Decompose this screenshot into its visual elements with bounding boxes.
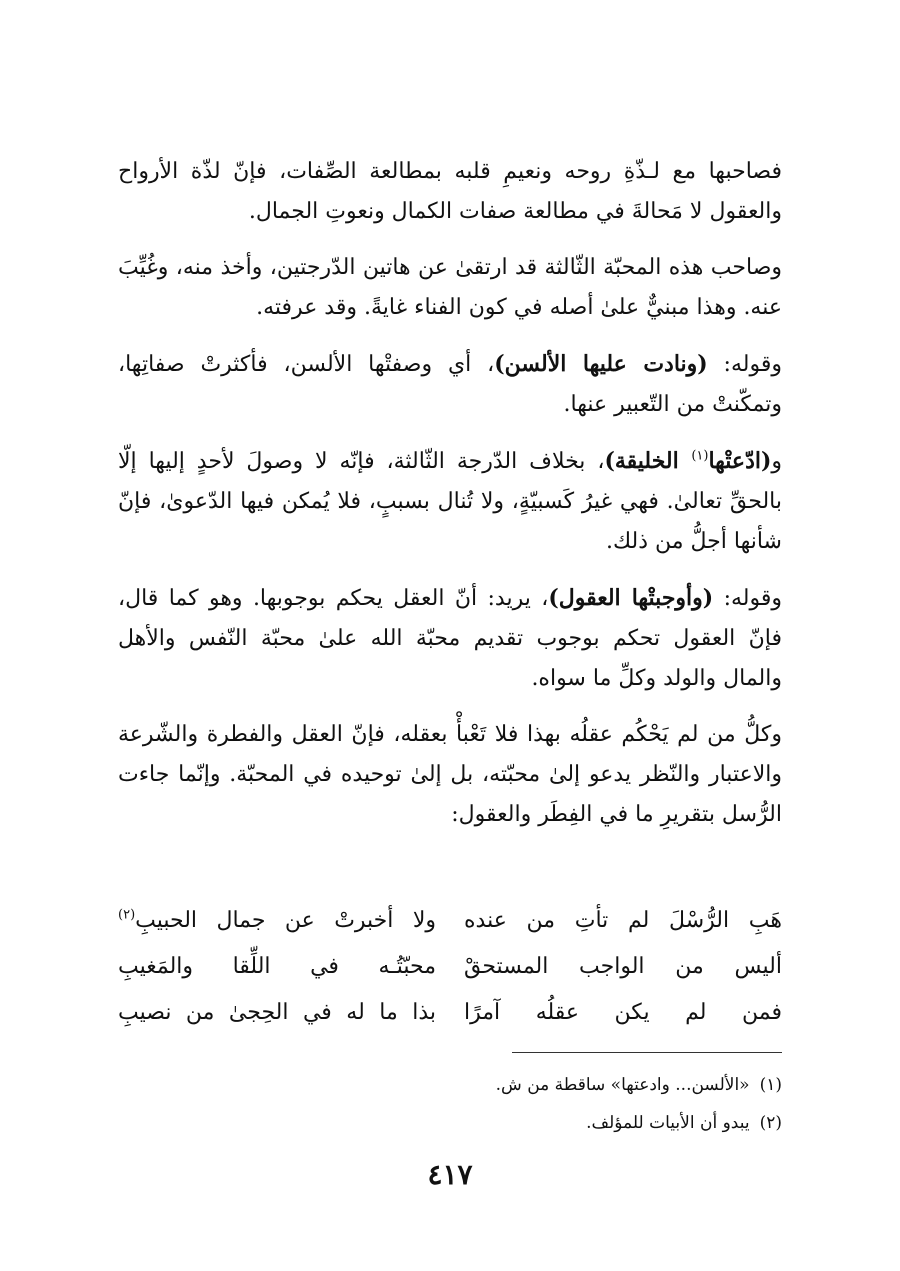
page-number: ٤١٧ <box>427 1158 473 1191</box>
paragraph-5-rest: ، يريد: أنّ العقل يحكم بوجوبها. وهو كما قال، فإنّ العقول تحكم بوجوب تقديم محبّة الله علىٰ محبّة النّفس والأهل والمال والولد وكلِّ ما سواه. <box>118 586 782 691</box>
paragraph-4-lead: و <box>771 449 783 474</box>
quoted-phrase-iddaatha: (ادّعتْها <box>708 448 772 474</box>
verse-second-hemistich: محبّتُـه في اللِّقا والمَغيبِ <box>118 954 436 979</box>
footnote <box>118 1066 782 1104</box>
verse-second-text: ولا أخبرتْ عن جمال الحبيبِ <box>135 908 436 933</box>
poem-verse <box>118 990 782 1036</box>
verse-first-hemistich: أليس من الواجب المستحقْ <box>464 954 782 979</box>
poem-verse <box>118 898 782 944</box>
verse-second-hemistich <box>118 898 436 944</box>
quoted-phrase-khaliqa: الخليقة) <box>604 448 692 474</box>
paragraph-3-rest: ، أي وصفتْها الألسن، فأكثرتْ صفاتِها، وتمكّنتْ من التّعبير عنها. <box>118 352 782 417</box>
poem <box>118 898 782 1036</box>
quoted-phrase-aql: (وأوجبتْها العقول) <box>548 585 714 611</box>
footnote <box>118 1104 782 1142</box>
verse-first-hemistich: هَبِ الرُّسْلَ لم تأتِ من عنده <box>464 908 782 933</box>
footnote-separator <box>512 1052 782 1053</box>
footnotes <box>118 1066 782 1142</box>
paragraph-4-rest: ، بخلاف الدّرجة الثّالثة، فإنّه لا وصولَ لأحدٍ إليها إلّا بالحقِّ تعالىٰ. فهي غيرُ كَسبيّةٍ، ولا تُنال بسببٍ، فلا يُمكن فيها الدّعوىٰ، فإنّ شأنها أجلُّ من ذلك. <box>118 449 782 554</box>
paragraph-6: وكلُّ من لم يَحْكُم عقلُه بهذا فلا تَعْبأْ بعقله، فإنّ العقل والفطرة والشّرعة والاعتبار والنّظر يدعو إلىٰ محبّته، بل إلىٰ توحيده في المحبّة. وإنّما جاءت الرُّسل بتقريرِ ما في الفِطَر والعقول: <box>118 722 782 827</box>
paragraph-3 <box>118 344 782 425</box>
footnote-text: «الألسن... وادعتها» ساقطة من ش. <box>495 1075 750 1095</box>
paragraph-5-lead: وقوله: <box>713 586 782 611</box>
quoted-phrase-alsun: (ونادت عليها الألسن) <box>494 351 708 377</box>
verse-second-hemistich: بذا ما له في الحِجىٰ من نصيبِ <box>118 1000 436 1025</box>
footnote-number: (٢) <box>759 1113 782 1133</box>
footnote-text: يبدو أن الأبيات للمؤلف. <box>586 1113 750 1133</box>
poem-verse <box>118 944 782 990</box>
paragraph-1: فصاحبها مع لـذّةِ روحه ونعيمِ قلبه بمطالعة الصِّفات، فإنّ لذّة الأرواح والعقول لا مَحالةَ في مطالعة صفات الكمال ونعوتِ الجمال. <box>118 159 782 224</box>
verse-first-hemistich: فمن لم يكن عقلُه آمرًا <box>464 1000 782 1025</box>
main-text <box>118 152 782 835</box>
footnote-ref-1: (١) <box>691 448 709 464</box>
footnote-ref-2: (٢) <box>118 907 136 923</box>
paragraph-5 <box>118 578 782 699</box>
paragraph-4 <box>118 441 782 562</box>
paragraph-2: وصاحب هذه المحبّة الثّالثة قد ارتقىٰ عن هاتين الدّرجتين، وأخذ منه، وغُيِّبَ عنه. وهذا مبنيٌّ علىٰ أصله في كون الفناء غايةً. وقد عرفته. <box>118 255 782 320</box>
paragraph-3-lead: وقوله: <box>707 352 782 377</box>
footnote-number: (١) <box>759 1075 782 1095</box>
